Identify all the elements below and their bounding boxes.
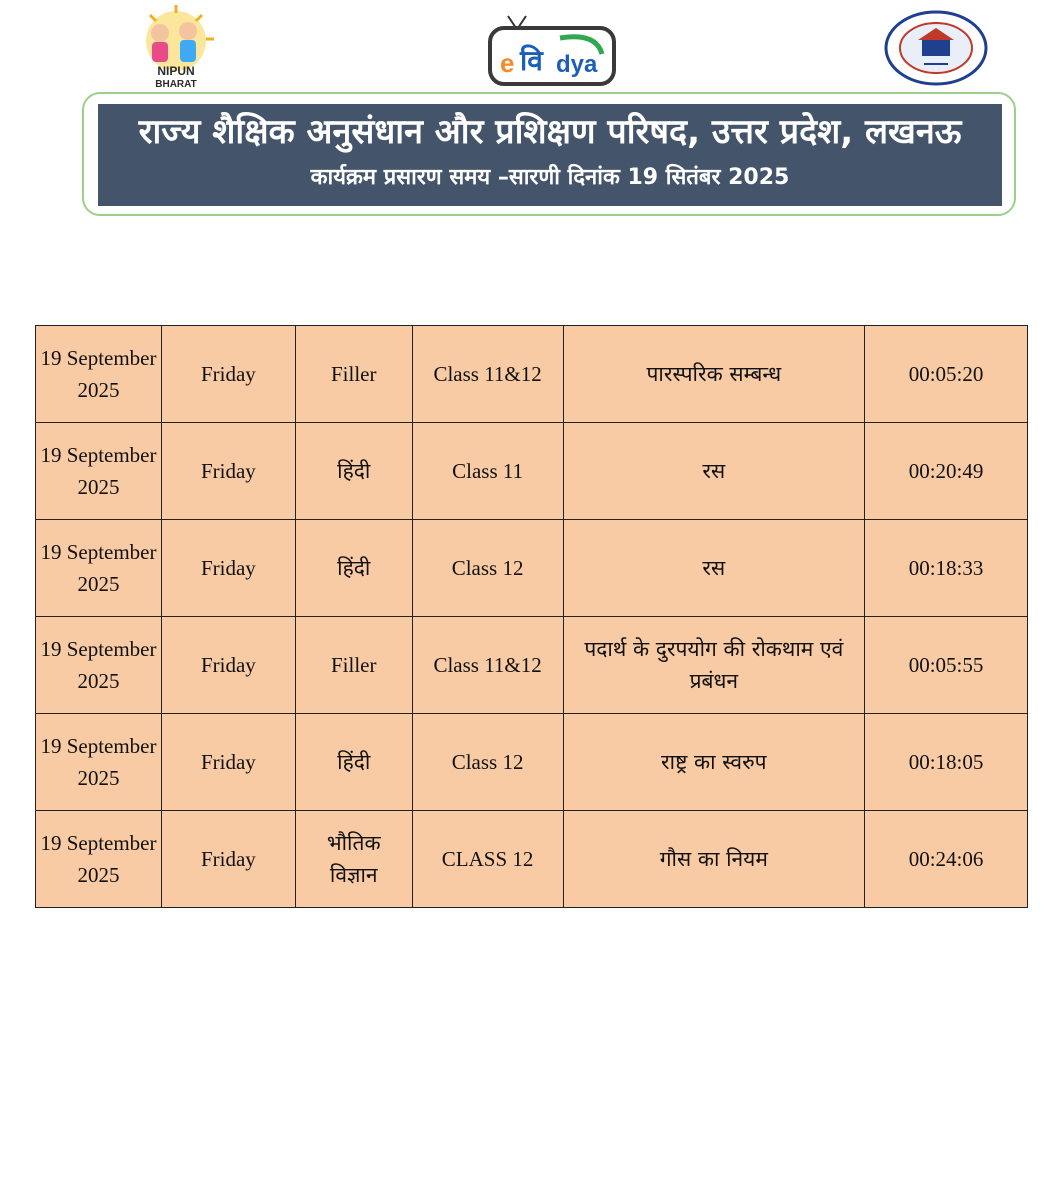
table-row [36, 326, 1028, 423]
date-cell: 19 September 2025 [36, 520, 162, 617]
scert-emblem-logo [884, 10, 988, 86]
table-row [36, 423, 1028, 520]
table-row [36, 714, 1028, 811]
evidya-logo [486, 14, 618, 86]
subject-cell: हिंदी [295, 423, 412, 520]
svg-text:e: e [500, 48, 515, 78]
svg-text:dya: dya [556, 51, 598, 78]
day-cell: Friday [161, 423, 295, 520]
page-title: राज्य शैक्षिक अनुसंधान और प्रशिक्षण परिषद, उत्तर प्रदेश, लखनऊ [138, 112, 962, 152]
svg-text:BHARAT: BHARAT [155, 79, 197, 90]
subject-cell: हिंदी [295, 520, 412, 617]
class-cell: Class 11&12 [412, 326, 563, 423]
svg-text:वि: वि [520, 44, 543, 77]
topic-cell: राष्ट्र का स्वरुप [563, 714, 865, 811]
duration-cell: 00:05:55 [865, 617, 1028, 714]
day-cell: Friday [161, 811, 295, 908]
duration-cell: 00:24:06 [865, 811, 1028, 908]
duration-cell: 00:18:33 [865, 520, 1028, 617]
class-cell: Class 11&12 [412, 617, 563, 714]
day-cell: Friday [161, 617, 295, 714]
table-row [36, 617, 1028, 714]
date-cell: 19 September 2025 [36, 617, 162, 714]
date-cell: 19 September 2025 [36, 326, 162, 423]
topic-cell: पारस्परिक सम्बन्ध [563, 326, 865, 423]
day-cell: Friday [161, 326, 295, 423]
topic-cell: गौस का नियम [563, 811, 865, 908]
date-cell: 19 September 2025 [36, 714, 162, 811]
table-row [36, 811, 1028, 908]
subject-cell: हिंदी [295, 714, 412, 811]
nipun-bharat-logo [122, 5, 230, 91]
class-cell: Class 12 [412, 520, 563, 617]
topic-cell: रस [563, 423, 865, 520]
duration-cell: 00:18:05 [865, 714, 1028, 811]
table-row [36, 520, 1028, 617]
duration-cell: 00:20:49 [865, 423, 1028, 520]
topic-cell: रस [563, 520, 865, 617]
subject-cell: भौतिक विज्ञान [295, 811, 412, 908]
day-cell: Friday [161, 714, 295, 811]
class-cell: Class 11 [412, 423, 563, 520]
day-cell: Friday [161, 520, 295, 617]
class-cell: CLASS 12 [412, 811, 563, 908]
duration-cell: 00:05:20 [865, 326, 1028, 423]
subject-cell: Filler [295, 326, 412, 423]
class-cell: Class 12 [412, 714, 563, 811]
subject-cell: Filler [295, 617, 412, 714]
topic-cell: पदार्थ के दुरपयोग की रोकथाम एवं प्रबंधन [563, 617, 865, 714]
schedule-table [35, 325, 1028, 908]
nipun-logo-text: NIPUN [157, 64, 195, 78]
date-cell: 19 September 2025 [36, 811, 162, 908]
date-cell: 19 September 2025 [36, 423, 162, 520]
page-subtitle: कार्यक्रम प्रसारण समय –सारणी दिनांक 19 सितंबर 2025 [310, 165, 790, 190]
